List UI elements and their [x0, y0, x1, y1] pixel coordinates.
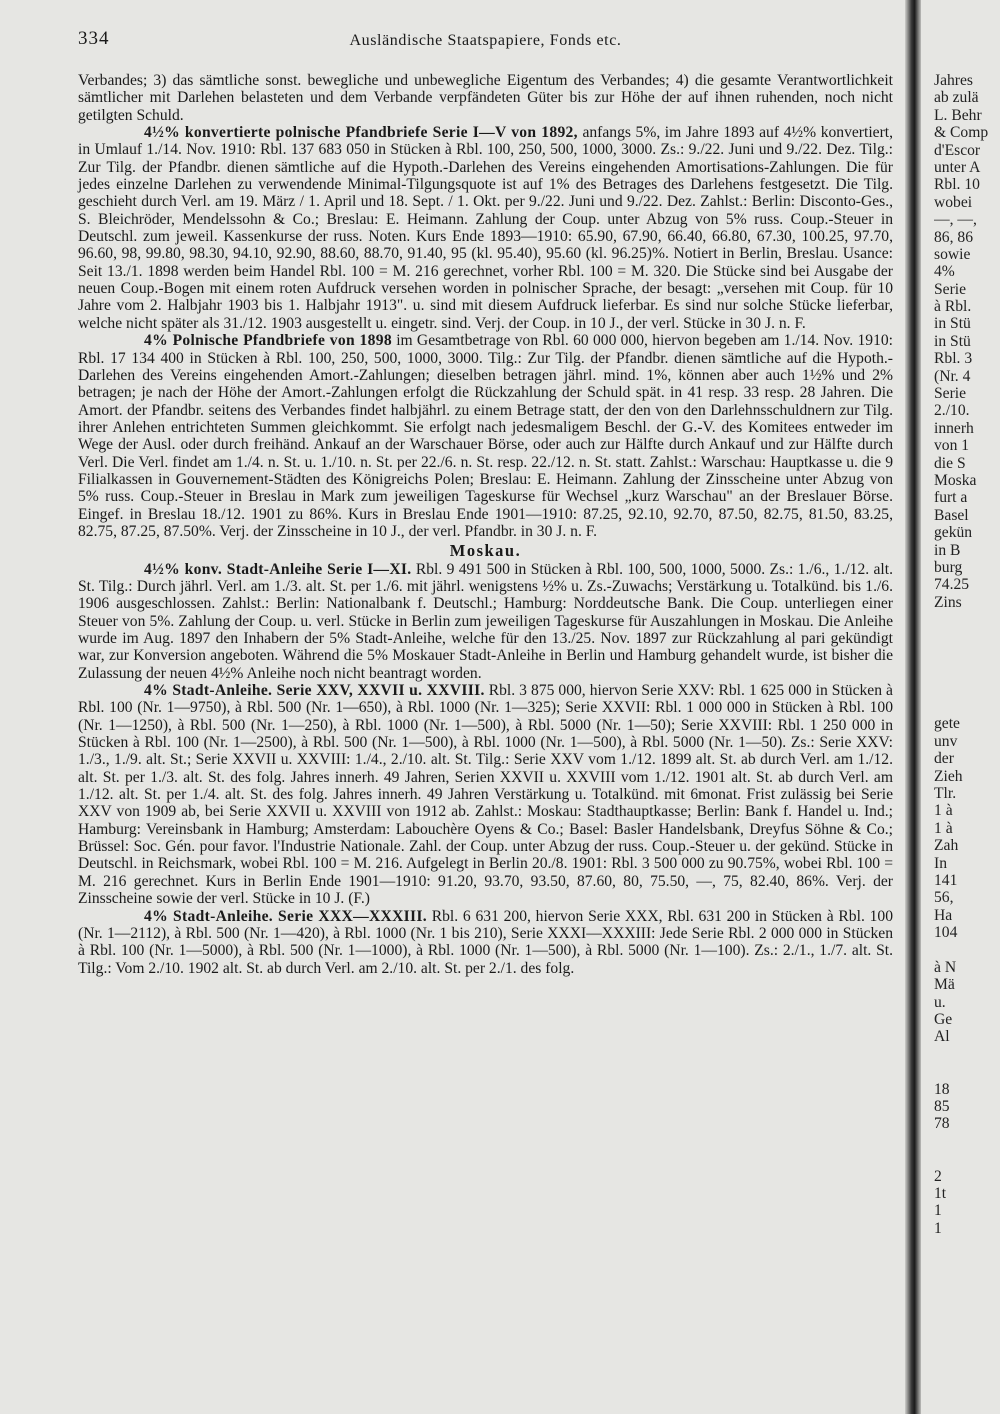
entry-polnische-pfandbriefe-1898	[78, 332, 893, 540]
entry-stadt-anleihe-serie-xxv-xxviii	[78, 682, 893, 907]
neighbor-line	[934, 629, 1000, 646]
neighbor-line: Mä	[934, 976, 955, 994]
neighbor-line: die S	[934, 454, 966, 472]
neighbor-line: d'Escor	[934, 141, 981, 159]
neighbor-line: 18	[934, 1080, 950, 1098]
neighbor-line: u.	[934, 993, 946, 1011]
entry-title: 4½% konvertierte polnische Pfandbriefe Serie I—V von 1892,	[144, 124, 578, 142]
neighbor-line	[934, 1307, 1000, 1324]
neighbor-line	[934, 1133, 1000, 1150]
neighbor-line	[934, 1255, 1000, 1272]
neighbor-line: 1 à	[934, 819, 953, 837]
entry-body: im Gesamtbetrage von Rbl. 60 000 000, hiervon begeben am 1./14. Nov. 1910: Rbl. 17 134 400 in Stücken à Rbl. 100, 250, 500, 1000, 3000. Tilg.: Zur Tilg. der Pfandbr. dienen sämtliche auf die Hypoth.-Darlehen des Vereins eingehenden Amort.-Zahlungen; dieselben betragen jährl. mind. 1%, können aber auch 1½% und 2% betragen; je nach der Höhe der Amort.-Zahlungen erfolgt die Rückzahlung der Schuld spät. in 41 resp. 33 resp. 28 Jahren. Die Amort. der Pfandbr. seitens des Verbandes findet halbjährl. zu einem Betrage statt, der den von den Darlehnsschuldnern zur Tilg. ihrer Anlehen entrichteten Summen gleichkommt. Sie erfolgt nach jedesmaligem Beschl. der G.-V. des Komitees entweder im Wege der Ausl. oder durch freihänd. Ankauf an der Warschauer Börse, oder auch zur Hälfte durch Ankauf und zur Hälfte durch Verl. Die Verl. findet am 1./4. n. St. u. 1./10. n. St. per 22./6. n. St. resp. 22./12. n. St. statt. Zahlst.: Warschau: Hauptkasse u. die 9 Filialkassen in Gouvernement-Städten des Königreichs Polen; Breslau: E. Heimann. Zahlung der Zinsscheine unter Abzug von 5% russ. Coup.-Steuer in Breslau in Mark zum jeweiligen Tageskurse für Wechsel „kurz Warschau" an der Breslauer Börse. Eingef. in Breslau 18./12. 1901 zu 86%. Kurs in Breslau Ende 1901—1910: 87.25, 92.10, 92.70, 87.50, 82.75, 81.50, 83.25, 82.75, 87.25, 87.50%. Verj. der Zinsscheine in 10 J., der verl. Pfandbr. in 30 J. n. F.	[78, 332, 893, 540]
entry-stadt-anleihe-serie-i-xi	[78, 561, 893, 682]
neighbor-line: Rbl. 3	[934, 350, 973, 368]
neighbor-line: burg	[934, 558, 963, 576]
neighbor-line	[934, 698, 1000, 715]
neighbor-line: & Comp	[934, 124, 989, 142]
neighbor-line: innerh	[934, 419, 974, 437]
neighbor-line	[934, 1063, 1000, 1080]
neighbor-line	[934, 1272, 1000, 1289]
neighbor-line: Zins	[934, 593, 962, 611]
neighbor-line: 1	[934, 1202, 942, 1220]
neighbor-line: gete	[934, 715, 960, 733]
neighbor-line: (Nr. 4	[934, 367, 971, 385]
neighbor-line: Tlr.	[934, 785, 957, 803]
neighbor-line	[934, 1237, 1000, 1254]
neighbor-line	[934, 681, 1000, 698]
neighbor-line	[934, 646, 1000, 663]
neighbor-line: ab zulä	[934, 89, 979, 107]
neighbor-line: 141	[934, 871, 958, 889]
neighbor-line: in B	[934, 541, 961, 559]
neighbor-line: in Stü	[934, 332, 971, 350]
neighbor-line: 78	[934, 1115, 950, 1133]
neighbor-line: von 1	[934, 437, 970, 455]
entry-title: 4% Stadt-Anleihe. Serie XXV, XXVII u. XXVIII.	[144, 682, 485, 700]
neighbor-line	[934, 663, 1000, 680]
page-header	[78, 30, 893, 54]
neighbor-line: 1 à	[934, 802, 953, 820]
neighbor-line: 2./10.	[934, 402, 970, 420]
neighbor-line: Serie	[934, 280, 967, 298]
neighbor-line: 74.25	[934, 576, 970, 594]
entry-title: 4½% konv. Stadt-Anleihe Serie I—XI.	[144, 560, 412, 578]
neighbor-line: 4%	[934, 263, 955, 281]
neighbor-line	[934, 1150, 1000, 1167]
neighbor-line: Ge	[934, 1011, 953, 1029]
neighbor-line: der	[934, 750, 954, 768]
neighbor-line: in Stü	[934, 315, 971, 333]
neighbor-line	[934, 1289, 1000, 1306]
neighbor-line: 85	[934, 1098, 950, 1116]
neighbor-line: Jahres	[934, 72, 973, 89]
section-heading-moskau: Moskau.	[449, 541, 522, 561]
book-gutter-shadow	[905, 0, 921, 1414]
neighbor-line	[934, 1324, 1000, 1341]
neighbor-line: à N	[934, 958, 957, 976]
neighbor-line: 104	[934, 924, 958, 942]
neighbor-line: furt a	[934, 489, 968, 507]
neighbor-line: 2	[934, 1167, 942, 1185]
neighbor-line: Al	[934, 1028, 950, 1046]
running-head: Ausländische Staatspapiere, Fonds etc.	[349, 32, 622, 49]
neighbor-line: Zah	[934, 837, 959, 855]
neighbor-line: —, —,	[934, 211, 977, 229]
neighbor-line: Ha	[934, 906, 953, 924]
neighbor-line	[934, 1046, 1000, 1063]
neighbor-line: wobei	[934, 193, 973, 211]
page-content	[78, 30, 893, 977]
neighbor-line: gekün	[934, 524, 973, 542]
neighbor-line: Basel	[934, 506, 969, 524]
entry-body: Rbl. 3 875 000, hiervon Serie XXV: Rbl. 1 625 000 in Stücken à Rbl. 100 (Nr. 1—9750), à Rbl. 500 (Nr. 1—650), à Rbl. 1000 (Nr. 1—325); Serie XXVII: Rbl. 1 000 000 in Stücken à Rbl. 100 (Nr. 1—1250), à Rbl. 500 (Nr. 1—250), à Rbl. 1000 (Nr. 1—500), à Rbl. 5000 (Nr. 1—50); Serie XXVIII: Rbl. 1 250 000 in Stücken à Rbl. 100 (Nr. 1—2500), à Rbl. 500 (Nr. 1—500), à Rbl. 1000 (Nr. 1—500), à Rbl. 5000 (Nr. 1—50). Zs.: Serie XXV: 1./3., 1./9. alt. St.; Serie XXVII u. XXVIII: 1./4., 2./10. alt. St. Tilg.: Serie XXV vom 1./12. 1899 alt. St. ab durch Verl. am 1./12. alt. St. per 1./3. alt. St. des folg. Jahres innerh. 49 Jahren, Serien XXVII u. XXVIII vom 1./12. 1901 alt. St. ab durch Verl. am 1./12. alt. St. per 1./4. alt. St. des folg. Jahres innerh. 49 Jahren Verstärkung u. Totalkünd. mit 6monat. Frist zulässig bei Serie XXV von 1909 ab, bei Serie XXVII u. XXVIII von 1912 ab. Zahlst.: Moskau: Stadthauptkasse; Berlin: Bank f. Handel u. Ind.; Hamburg: Vereinsbank in Hamburg; Amsterdam: Labouchère Oyens & Co.; Basel: Basler Handelsbank, Dreyfus Söhne & Co.; Brüssel: Soc. Gén. pour favor. l'Industrie Nationale. Zahl. der Coup. unter Abzug der russ. Coup.-Steuer u. der gekünd. Stücke in Deutschl. in Reichsmark, wobei Rbl. 100 = M. 216. Aufgelegt in Berlin 20./8. 1901: Rbl. 3 500 000 zu 90.75%, wobei Rbl. 100 = M. 216 gerechnet. Kurs in Berlin Ende 1901—1910: 91.20, 93.70, 93.50, 87.60, 80, 75.50, —, 75, 82.40, 86%. Verj. der Zinsscheine sowie der verl. Stücke in 10 J. (F.)	[78, 682, 893, 908]
neighbor-line: 1t	[934, 1185, 947, 1202]
neighbor-line: L. Behr	[934, 106, 982, 124]
neighbor-line: à Rbl.	[934, 298, 972, 316]
entry-body: Rbl. 6 631 200, hiervon Serie XXX, Rbl. 631 200 in Stücken à Rbl. 100 (Nr. 1—2112), à Rbl. 500 (Nr. 1—420), à Rbl. 1000 (Nr. 1 bis 210), Serie XXXI—XXXIII: Jede Serie Rbl. 2 000 000 in Stücken à Rbl. 100 (Nr. 1—5000), à Rbl. 500 (Nr. 1—1000), à Rbl. 1000 (Nr. 1—500), à Rbl. 5000 (Nr. 1—100). Zs.: 2./1., 1./7. alt. St. Tilg.: Vom 2./10. 1902 alt. St. ab durch Verl. am 2./10. alt. St. per 2./1. des folg.	[78, 907, 893, 977]
page-number: 334	[78, 28, 110, 49]
neighbor-line: Zieh	[934, 767, 963, 785]
entry-body: anfangs 5%, im Jahre 1893 auf 4½% konvertiert, in Umlauf 1./14. Nov. 1910: Rbl. 137 683 050 in Stücken à Rbl. 100, 250, 500, 1000, 3000. Zs.: 9./22. Juni und 9./22. Dez. Tilg.: Zur Tilg. der Pfandbr. dienen sämtliche auf die Hypoth.-Darlehen des Vereins eingehenden Amortisations-Zahlungen. Die für jedes einzelne Darlehen zu verwendende Minimal-Tilgungsquote ist auf 1% des Betrages des Darlehens festgesetzt. Die Tilg. geschieht durch Verl. am 19. März / 1. April und 18. Sept. / 1. Okt. per 9./22. Juni und 9./22. Dez. Zahlst.: Berlin: Disconto-Ges., S. Bleichröder, Mendelssohn & Co.; Breslau: E. Heimann. Zahlung der Coup. unter Abzug von 5% russ. Coup.-Steuer in Deutschl. zum jeweil. Kassenkurse der russ. Noten. Kurs Ende 1893—1910: 65.90, 67.90, 66.40, 66.80, 67.30, 100.25, 97.70, 96.60, 98, 99.80, 98.30, 94.10, 92.90, 88.60, 88.70, 91.40, 95 (kl. 95.40), 95.60 (kl. 96.25)%. Notiert in Berlin, Breslau. Usance: Seit 13./1. 1898 werden beim Handel Rbl. 100 = M. 216 gerechnet, vorher Rbl. 100 = M. 320. Die Stücke sind bei Ausgabe der neuen Coup.-Bogen mit einem roten Aufdruck versehen worden in polnischer Sprache, der besagt: „versehen mit Coup. für 10 Jahre vom 2. Halbjahr 1903 bis 1. Halbjahr 1913". u. sind mit diesem Aufdruck lieferbar. Es sind nur solche Stücke lieferbar, welche nicht später als 31./12. 1903 ausgestellt u. eingetr. sind. Verj. der Coup. in 10 J., der verl. Stücke in 30 J. n. F.	[78, 124, 894, 332]
neighbor-line: sowie	[934, 245, 971, 263]
entry-stadt-anleihe-serie-xxx-xxxiii	[78, 908, 893, 977]
neighbor-line: Rbl. 10	[934, 176, 980, 194]
neighbor-line: Moska	[934, 471, 977, 489]
neighbor-line: Serie	[934, 385, 967, 403]
neighbor-line: In	[934, 854, 947, 872]
neighbor-line: 56,	[934, 889, 954, 907]
entry-konvertierte-pfandbriefe-1892	[78, 124, 893, 332]
entry-title: 4% Stadt-Anleihe. Serie XXX—XXXIII.	[144, 907, 427, 925]
neighbor-line: 86, 86	[934, 228, 973, 246]
neighbor-line: unter A	[934, 158, 981, 176]
neighbor-line: 1	[934, 1219, 942, 1237]
neighbor-line	[934, 611, 1000, 628]
neighbor-line: unv	[934, 732, 958, 750]
entry-title: 4% Polnische Pfandbriefe von 1898	[144, 332, 392, 350]
paragraph-verband-continuation: Verbandes; 3) das sämtliche sonst. bewegliche und unbewegliche Eigentum des Verbandes; 4) die gesamte Verantwortlichkeit sämtlicher mit Darlehen belasteten und dem Verbande verpfändeten Güter bis zur Höhe der auf ihnen ruhenden, noch nicht getilgten Schuld.	[78, 72, 893, 124]
neighbor-line	[934, 942, 1000, 959]
adjacent-page-fragment	[934, 72, 1000, 1342]
entry-body: Rbl. 9 491 500 in Stücken à Rbl. 100, 500, 1000, 5000. Zs.: 1./6., 1./12. alt. St. Tilg.: Durch jährl. Verl. am 1./3. alt. St. per 1./6. mit jährl. wenigstens ½% u. Zs.-Zuwachs; Verstärkung u. Totalkünd. bis 1./6. 1906 ausgeschlossen. Zahlst.: Berlin: Nationalbank f. Deutschl.; Hamburg: Norddeutsche Bank. Die Coup. unterliegen einer Steuer von 5%. Zahlung der Coup. u. verl. Stücke in Berlin zum jeweiligen Tageskurse für Auszahlungen in Moskau. Die Anleihe wurde im Aug. 1897 den Inhabern der 5% Stadt-Anleihe, welche für den 13./25. Nov. 1897 zur Rückzahlung al pari gekündigt war, zur Konversion angeboten. Während die 5% Moskauer Stadt-Anleihe in Berlin und Hamburg gehandelt wurde, ist bisher die Zulassung der neuen 4½% Anleihe noch nicht beantragt worden.	[78, 560, 893, 682]
